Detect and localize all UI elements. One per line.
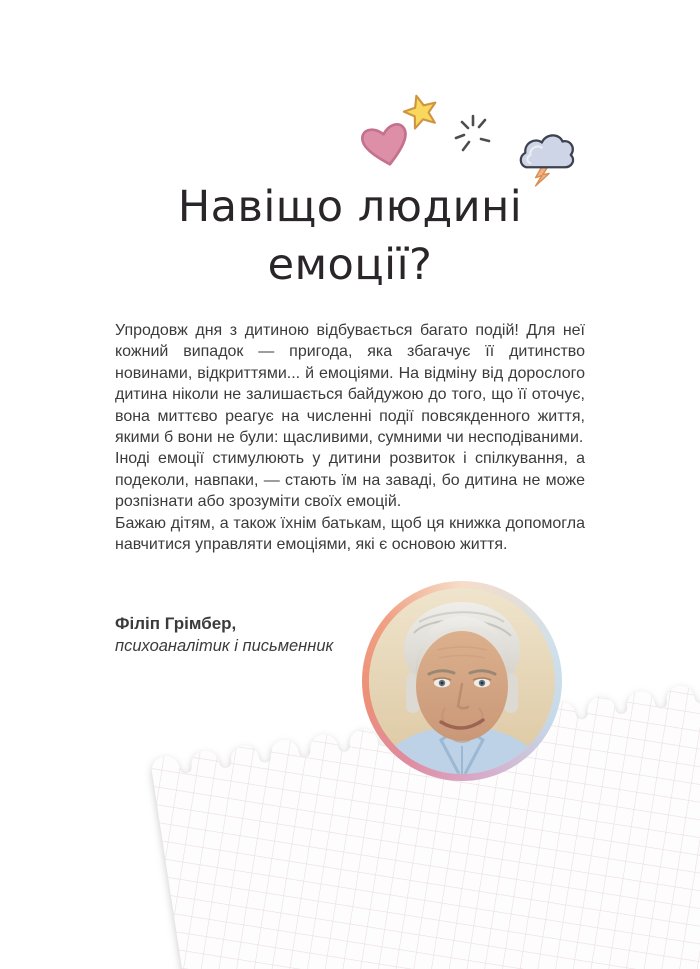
page-title-line1: Навіщо людині	[177, 182, 523, 232]
intro-paragraph: Бажаю дітям, а також їхнім батькам, щоб ця книжка допомогла навчитися управляти емоціями, які є основою життя.	[115, 514, 585, 554]
intro-text	[115, 320, 585, 555]
portrait-illustration	[369, 588, 555, 774]
sparkle-icon	[453, 112, 495, 156]
intro-paragraph: Іноді емоції стимулюють у дитини розвиток і спілкування, а подеколи, навпаки, — стають їм на заваді, бо дитина не може розпізнати або зрозуміти своїх емоцій.	[115, 450, 585, 511]
page-title	[0, 178, 700, 294]
intro-paragraph: Упродовж дня з дитиною відбувається багато подій! Для неї кожний випадок — пригода, яка збагачує її дитинство новинами, відкриттями... й емоціями. На відміну від дорослого дитина ніколи не залишається байдужою до того, що її оточує, вона миттєво реагує на численні події повсякденного життя, якими б вони не були: щасливими, сумними чи несподіваними.	[115, 322, 585, 447]
author-signature	[115, 612, 333, 658]
author-role: психоаналітик і письменник	[115, 637, 334, 655]
author-photo	[362, 581, 562, 781]
author-name: Філіп Грімбер,	[115, 614, 237, 633]
page-title-line2: емоції?	[267, 240, 433, 290]
torn-grid-paper	[0, 660, 700, 969]
